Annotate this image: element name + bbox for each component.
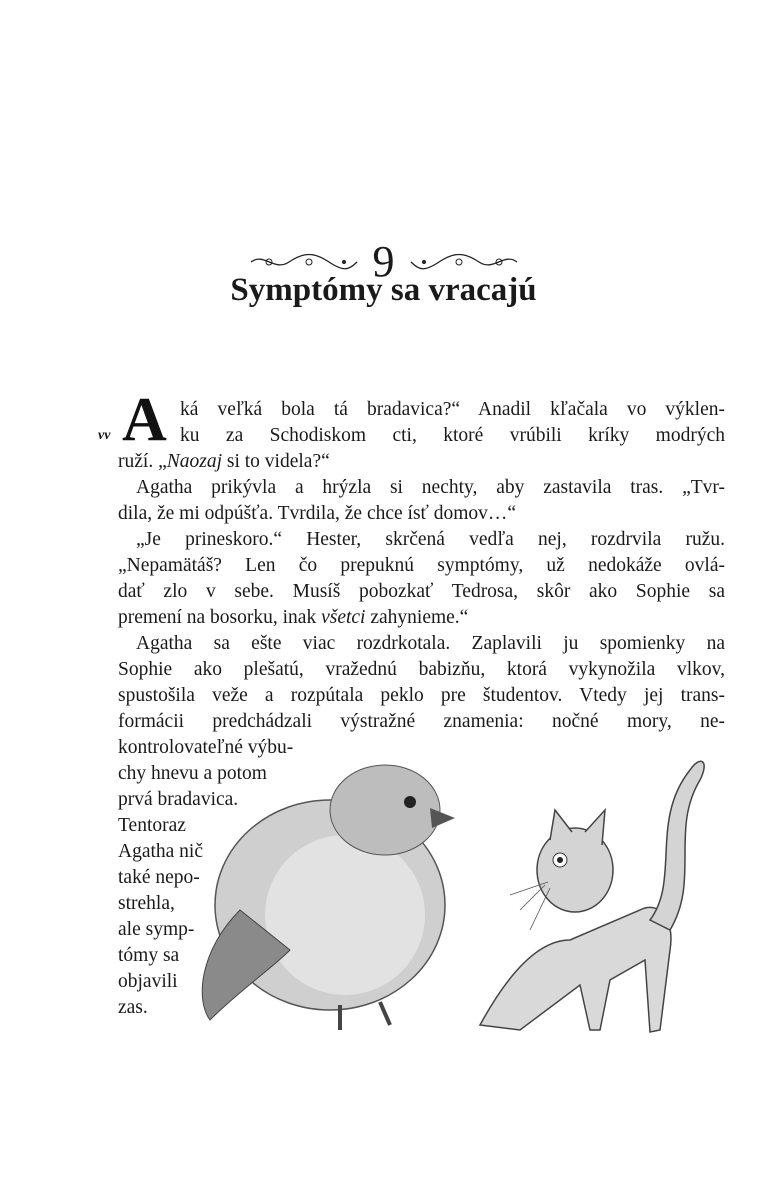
text-line: premení na bosorku, inak všetci zahynieme.“ [118, 607, 469, 628]
text-line: dať zlo v sebe. Musíš pobozkať Tedrosa, skôr ako Sophie sa [118, 581, 725, 602]
bird-illustration [202, 765, 455, 1030]
text-line: také nepo- [118, 867, 200, 888]
cat-illustration [480, 761, 704, 1032]
text-line: ku za Schodiskom cti, ktoré vrúbili kríky modrých [180, 425, 725, 446]
flourish-left-icon [249, 252, 359, 272]
text-line: ká veľká bola tá bradavica?“ Anadil kľačala vo výklen- [180, 399, 725, 420]
bird-and-cat-illustration [180, 740, 750, 1040]
text-line: chy hnevu a potom [118, 763, 267, 784]
text-line: spustošila veže a rozpútala peklo pre študentov. Vtedy jej trans- [118, 685, 725, 706]
text-line: tómy sa [118, 945, 180, 966]
drop-cap: A [122, 386, 167, 454]
text-line: dila, že mi odpúšťa. Tvrdila, že chce ísť domov…“ [118, 503, 517, 524]
text-line: Agatha sa ešte viac rozdrkotala. Zaplavili ju spomienky na [136, 633, 725, 654]
flourish-right-icon [409, 252, 519, 272]
text-line: Sophie ako plešatú, vražednú babizňu, ktorá vykynožila vlkov, [118, 659, 725, 680]
text-line: objavili [118, 971, 178, 992]
text-line: formácii predchádzali výstražné znamenia: nočné mory, ne- [118, 711, 725, 732]
text-line: „Nepamätáš? Len čo prepuknú symptómy, už nedokáže ovlá- [118, 555, 725, 576]
text-line: ale symp- [118, 919, 195, 940]
text-line: zas. [118, 997, 148, 1018]
text-line: Agatha prikývla a hrýzla si nechty, aby zastavila tras. „Tvr- [136, 477, 725, 498]
text-line: Agatha nič [118, 841, 204, 862]
text-line: Tentoraz [118, 815, 186, 836]
text-line: kontrolovateľné výbu- [118, 737, 294, 758]
text-line: „Je prineskoro.“ Hester, skrčená vedľa nej, rozdrvila ružu. [136, 529, 725, 550]
text-line: prvá bradavica. [118, 789, 239, 810]
chapter-number: 9 [372, 237, 395, 286]
text-line: strehla, [118, 893, 175, 914]
chapter-title: Symptómy sa vracajú [230, 272, 537, 308]
drop-cap-flourish: vv [98, 428, 111, 443]
text-line: ruží. „Naozaj si to videla?“ [118, 451, 330, 472]
